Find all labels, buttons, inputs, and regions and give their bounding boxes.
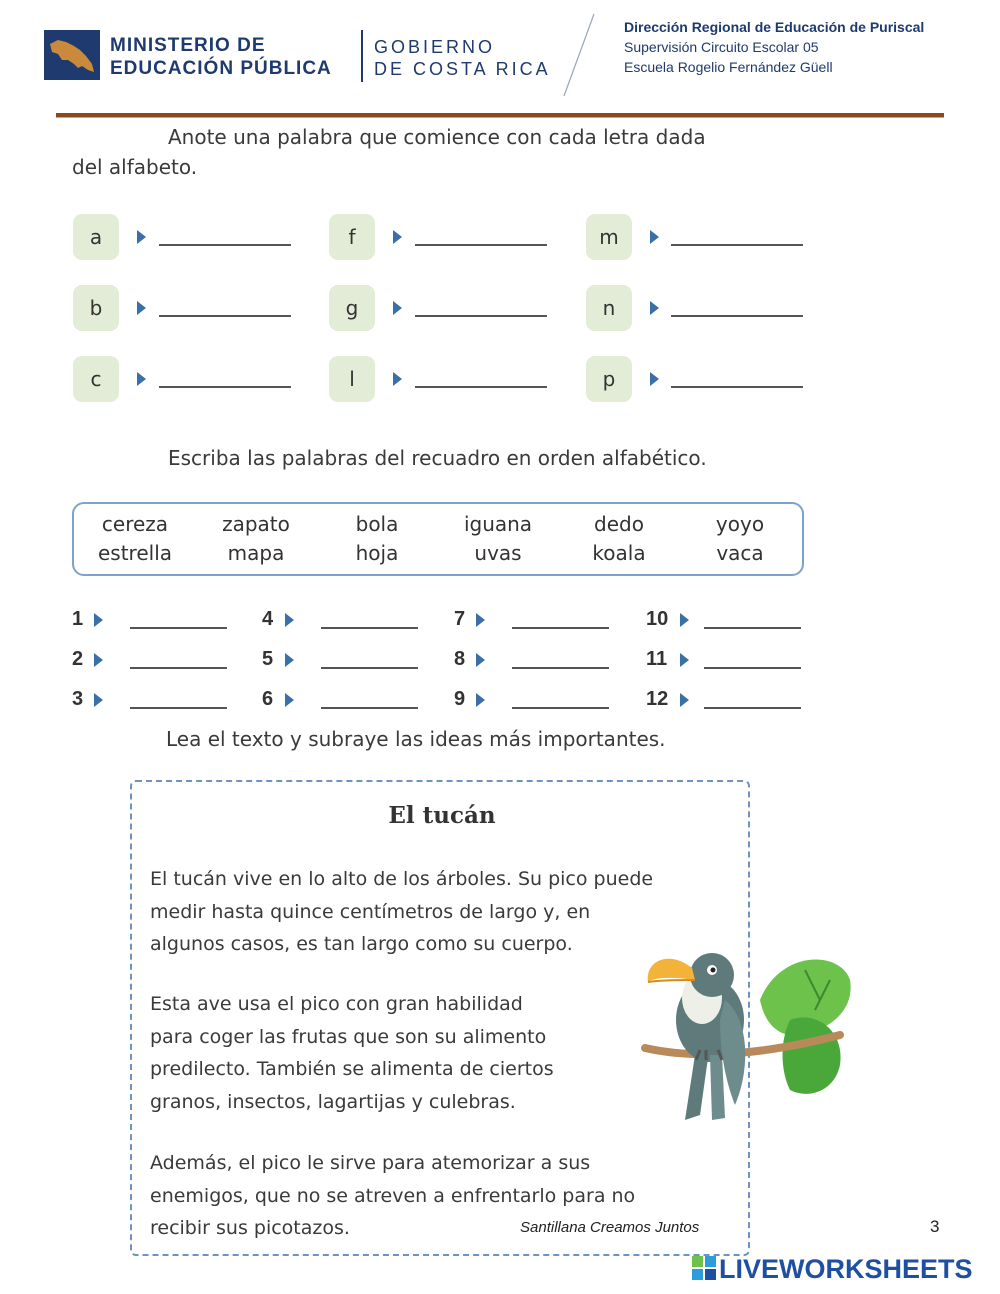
triangle-right-icon <box>285 693 294 707</box>
exercise1-instruction-line1: Anote una palabra que comience con cada letra dada <box>168 125 706 149</box>
order-line-10[interactable] <box>704 627 801 629</box>
word-item: dedo <box>594 512 644 536</box>
word-item: cereza <box>101 512 169 536</box>
exercise1-instruction-line2: del alfabeto. <box>72 155 198 179</box>
word-item: vaca <box>716 541 764 565</box>
answer-line-b[interactable] <box>159 315 291 317</box>
reading-title: El tucán <box>388 802 496 829</box>
ministry-line2: EDUCACIÓN PÚBLICA <box>110 58 332 79</box>
text-line[interactable]: Además, el pico le sirve para atemorizar a sus <box>150 1152 591 1174</box>
answer-line-l[interactable] <box>415 386 547 388</box>
triangle-right-icon <box>137 301 146 315</box>
triangle-right-icon <box>650 230 659 244</box>
triangle-right-icon <box>680 613 689 627</box>
item-number: 6 <box>262 688 274 710</box>
ministry-line1: MINISTERIO DE <box>110 35 266 56</box>
letter-box: l <box>329 356 375 402</box>
triangle-right-icon <box>476 693 485 707</box>
exercise2-instruction: Escriba las palabras del recuadro en orden alfabético. <box>168 446 707 470</box>
header-divider <box>361 30 363 82</box>
text-line[interactable]: granos, insectos, lagartijas y culebras. <box>150 1090 516 1113</box>
letter-box: f <box>329 214 375 260</box>
word-item: hoja <box>355 541 399 565</box>
word-item: koala <box>592 541 646 565</box>
liveworksheets-icon <box>692 1256 716 1280</box>
paragraph-2 <box>150 988 554 1118</box>
order-line-6[interactable] <box>321 707 418 709</box>
header-rule <box>56 113 944 118</box>
triangle-right-icon <box>137 230 146 244</box>
liveworksheets-wordmark: LIVEWORKSHEETS <box>719 1254 973 1284</box>
triangle-right-icon <box>476 653 485 667</box>
letter-box: b <box>73 285 119 331</box>
order-line-4[interactable] <box>321 627 418 629</box>
order-line-1[interactable] <box>130 627 227 629</box>
word-bank <box>72 502 804 576</box>
answer-line-m[interactable] <box>671 244 803 246</box>
text-line[interactable]: recibir sus picotazos. <box>150 1217 350 1239</box>
order-line-12[interactable] <box>704 707 801 709</box>
page-number: 3 <box>930 1217 940 1236</box>
item-number: 11 <box>646 648 668 670</box>
answer-line-p[interactable] <box>671 386 803 388</box>
order-line-5[interactable] <box>321 667 418 669</box>
letter-box: m <box>586 214 632 260</box>
item-number: 3 <box>72 688 84 710</box>
letter-box: a <box>73 214 119 260</box>
letter-box: g <box>329 285 375 331</box>
exercise3-instruction: Lea el texto y subraye las ideas más importantes. <box>166 727 666 751</box>
text-line[interactable]: para coger las frutas que son su alimento <box>150 1025 547 1048</box>
answer-line-a[interactable] <box>159 244 291 246</box>
text-line[interactable]: enemigos, que no se atreven a enfrentarlo para no <box>150 1184 636 1207</box>
gov-line1: GOBIERNO <box>374 37 496 57</box>
letter-box: p <box>586 356 632 402</box>
triangle-right-icon <box>393 301 402 315</box>
triangle-right-icon <box>680 693 689 707</box>
item-number: 4 <box>262 608 274 630</box>
triangle-right-icon <box>476 613 485 627</box>
text-line[interactable]: El tucán vive en lo alto de los árboles. Su pico puede <box>150 868 654 890</box>
header-info <box>624 17 924 77</box>
answer-line-f[interactable] <box>415 244 547 246</box>
word-item: mapa <box>227 541 285 565</box>
triangle-right-icon <box>680 653 689 667</box>
item-number: 9 <box>454 688 466 710</box>
ministry-logo <box>44 30 100 80</box>
region-text: Dirección Regional de Educación de Puriscal <box>624 19 925 35</box>
triangle-right-icon <box>137 372 146 386</box>
word-item: yoyo <box>715 512 765 536</box>
item-number: 12 <box>646 688 669 710</box>
order-line-9[interactable] <box>512 707 609 709</box>
government-name <box>374 36 551 80</box>
costa-rica-map-icon <box>44 30 100 80</box>
answer-line-n[interactable] <box>671 315 803 317</box>
word-item: zapato <box>222 512 290 536</box>
triangle-right-icon <box>393 372 402 386</box>
triangle-right-icon <box>650 301 659 315</box>
order-line-8[interactable] <box>512 667 609 669</box>
order-line-2[interactable] <box>130 667 227 669</box>
toucan-illustration <box>640 940 860 1140</box>
letter-box: n <box>586 285 632 331</box>
school-text: Escuela Rogelio Fernández Güell <box>624 59 833 75</box>
item-number: 5 <box>262 648 274 670</box>
triangle-right-icon <box>94 613 103 627</box>
circuit-text: Supervisión Circuito Escolar 05 <box>624 39 819 55</box>
gov-line2: DE COSTA RICA <box>374 59 551 79</box>
item-number: 8 <box>454 648 466 670</box>
triangle-right-icon <box>393 230 402 244</box>
ministry-name <box>110 34 332 80</box>
item-number: 2 <box>72 648 84 670</box>
answer-line-g[interactable] <box>415 315 547 317</box>
triangle-right-icon <box>94 653 103 667</box>
item-number: 7 <box>454 608 466 630</box>
order-line-7[interactable] <box>512 627 609 629</box>
word-item: estrella <box>97 541 173 565</box>
answer-line-c[interactable] <box>159 386 291 388</box>
text-line[interactable]: algunos casos, es tan largo como su cuerpo. <box>150 933 573 955</box>
item-number: 1 <box>72 608 84 630</box>
text-line[interactable]: medir hasta quince centímetros de largo y, en <box>150 900 591 923</box>
letter-box: c <box>73 356 119 402</box>
credit-text: Santillana Creamos Juntos <box>520 1219 700 1236</box>
word-item: bola <box>355 512 399 536</box>
paragraph-1 <box>150 863 653 961</box>
word-item: iguana <box>463 512 533 536</box>
text-line[interactable]: Esta ave usa el pico con gran habilidad <box>150 993 523 1015</box>
text-line[interactable]: predilecto. También se alimenta de ciertos <box>150 1058 554 1080</box>
word-item: uvas <box>474 541 522 565</box>
order-line-3[interactable] <box>130 707 227 709</box>
order-line-11[interactable] <box>704 667 801 669</box>
triangle-right-icon <box>650 372 659 386</box>
triangle-right-icon <box>285 613 294 627</box>
triangle-right-icon <box>94 693 103 707</box>
item-number: 10 <box>646 608 669 630</box>
triangle-right-icon <box>285 653 294 667</box>
header-slash <box>560 10 600 100</box>
